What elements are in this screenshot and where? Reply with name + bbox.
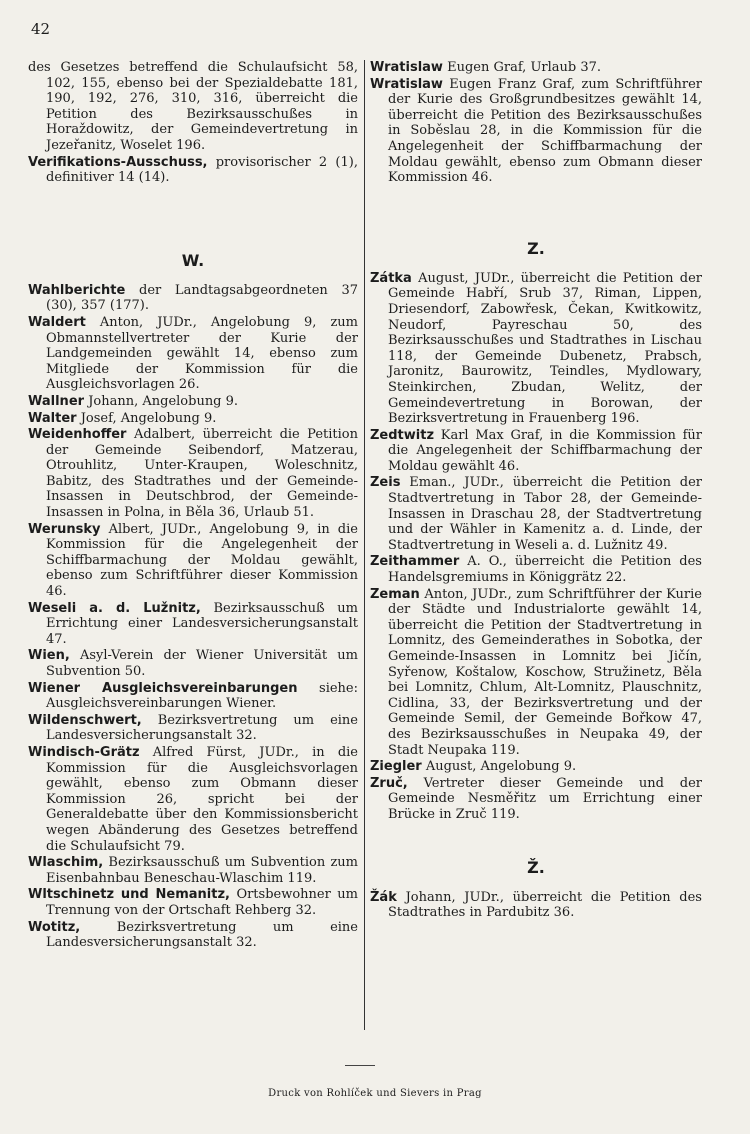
index-entry [370, 759, 702, 775]
entry-text: der Landtagsabgeordneten 37 (30), 357 (177). [46, 282, 359, 314]
entry-text: August, Angelobung 9. [425, 759, 577, 775]
entry-heading: Windisch-Grätz [28, 744, 140, 760]
entry-text: Asyl-Verein der Wiener Universität um Subvention 50. [46, 648, 358, 679]
right-top-entries [370, 60, 702, 186]
index-entry [28, 648, 358, 679]
entry-heading: Waldert [28, 314, 86, 330]
entry-heading: Wien, [28, 648, 70, 664]
index-entry [370, 554, 702, 585]
entry-heading: Zátka [370, 270, 412, 286]
index-entry [370, 475, 702, 553]
index-entry [370, 60, 702, 76]
index-entry [370, 77, 702, 186]
index-entry [28, 315, 358, 393]
entry-text: Ortsbewohner um Trennung von der Ortschaft Rehberg 32. [46, 887, 358, 918]
index-entry [370, 890, 702, 921]
entry-text: Eugen Franz Graf, zum Schriftführer der Kurie des Großgrundbesitzes gewählt 14, überreicht die Petition des Bezirksausschußes in Soběslau 28, in die Kommission für die Angelegenheit der Schiffbarmachung der Moldau gewählt, ebenso zum Obmann dieser Kommission 46. [388, 76, 702, 186]
entry-text: Albert, JUDr., Angelobung 9, in die Kommission für die Angelegenheit der Schiffbarmachung der Moldau gewählt, ebenso zum Schriftführer dieser Kommission 46. [46, 521, 358, 600]
index-entry [28, 745, 358, 854]
entry-text: des Gesetzes betreffend die Schulaufsicht 58, 102, 155, ebenso bei der Spezialdebatte 181, 190, 192, 276, 310, 316, überreicht die Petition des Bezirksausschußes in Horaždowitz, der Gemeindevertretung in Jezeřanitz, Woselet 196. [28, 60, 358, 153]
index-entry [370, 587, 702, 759]
right-column [370, 60, 702, 922]
column-divider [364, 60, 365, 1030]
entry-text: Anton, JUDr., Angelobung 9, zum Obmannstellvertreter der Kurie der Landgemeinden gewählt 14, ebenso zum Mitgliede der Kommission für die Ausgleichsvorlagen 26. [46, 314, 358, 393]
index-entry [28, 411, 358, 427]
entry-heading: Žák [370, 889, 397, 905]
index-entry [28, 427, 358, 521]
entry-text: Eman., JUDr., überreicht die Petition der Stadtvertretung in Tabor 28, der Gemeinde-Insassen in Draschau 28, der Stadtvertretung und der Wähler in Kamenitz a. d. Linde, der Stadtvertretung in Weseli a. d. Lužnitz 49. [388, 475, 702, 553]
entry-heading: Ziegler [370, 759, 422, 775]
index-entry [370, 428, 702, 475]
entry-heading: Zeithammer [370, 554, 460, 570]
entry-text: Adalbert, überreicht die Petition der Gemeinde Seibendorf, Matzerau, Otrouhlitz, Unter-Kraupen, Woleschnitz, Babitz, des Stadtrathes und der Gemeinde-Insassen in Deutschbrod, der Gemeinde-Insassen in Polna, in Běla 36, Urlaub 51. [46, 427, 359, 521]
left-column [28, 60, 358, 952]
entry-heading: Wratislaw [370, 76, 443, 92]
index-entry [28, 394, 358, 410]
entry-heading: Weseli a. d. Lužnitz, [28, 600, 201, 616]
index-entry [28, 681, 358, 712]
entry-heading: Wratislaw [370, 60, 443, 75]
w-entries [28, 283, 358, 951]
index-entry [28, 283, 358, 314]
entry-heading: Zeman [370, 586, 420, 602]
entry-heading: Verifikations-Ausschuss, [28, 154, 208, 170]
entry-heading: Wildenschwert, [28, 712, 142, 728]
entry-text: Johann, Angelobung 9. [88, 393, 239, 409]
entry-heading: Zeis [370, 475, 401, 491]
entry-heading: Wlaschim, [28, 855, 104, 871]
entry-heading: Wiener Ausgleichsvereinbarungen [28, 680, 298, 696]
entry-text: Vertreter dieser Gemeinde und der Gemeinde Nesměřitz um Errichtung einer Brücke in Zruč 119. [388, 775, 702, 822]
entry-heading: Zruč, [370, 775, 408, 791]
entry-text: Bezirksvertretung um eine Landesversicherungsanstalt 32. [46, 919, 358, 951]
entry-text: siehe: Ausgleichsvereinbarungen Wiener. [46, 680, 358, 712]
z-entries [370, 271, 702, 823]
printer-imprint: Druck von Rohlíček und Sievers in Prag [268, 1088, 482, 1099]
index-entry [370, 271, 702, 427]
index-entry [28, 155, 358, 186]
section-letter-zh: Ž. [527, 857, 545, 877]
footer-divider [345, 1065, 375, 1066]
index-entry [28, 887, 358, 918]
entry-heading: Weidenhoffer [28, 427, 127, 443]
section-letter-z: Z. [527, 238, 545, 258]
entry-text: Eugen Graf, Urlaub 37. [447, 60, 602, 75]
page-number: 42 [31, 20, 51, 38]
index-entry [28, 920, 358, 951]
index-entry [28, 601, 358, 648]
zh-entries [370, 890, 702, 921]
entry-text: Johann, JUDr., überreicht die Petition des Stadtrathes in Pardubitz 36. [388, 889, 702, 921]
entry-text: Bezirksausschuß um Subvention zum Eisenbahnbau Beneschau-Wlaschim 119. [46, 855, 358, 886]
entry-text: Karl Max Graf, in die Kommission für die Angelegenheit der Schiffbarmachung der Moldau gewählt 46. [388, 427, 702, 474]
entry-text: provisorischer 2 (1), definitiver 14 (14). [46, 154, 358, 186]
entry-text: August, JUDr., überreicht die Petition der Gemeinde Habří, Srub 37, Riman, Lippen, Driesendorf, Zabowřesk, Čekan, Kwitkowitz, Neudorf, Payreschau 50, des Bezirksausschußes und Stadtrathes in Lischau 118, der Gemeinde Dubenetz, Prabsch, Jaronitz, Baurowitz, Teindles, Mydlowary, Steinkirchen, Zbudan, Welitz, der Gemeindevertretung in Borowan, der Bezirksvertretung in Frauenberg 196. [388, 270, 702, 427]
section-letter-w: W. [181, 250, 205, 270]
entry-text: Bezirksausschuß um Errichtung einer Landesversicherungsanstalt 47. [46, 600, 358, 647]
entry-heading: Wltschinetz und Nemanitz, [28, 887, 230, 903]
entry-heading: Walter [28, 410, 77, 426]
entry-text: Bezirksvertretung um eine Landesversicherungsanstalt 32. [46, 712, 358, 744]
entry-heading: Wallner [28, 393, 85, 409]
index-entry [370, 776, 702, 823]
entry-text: Josef, Angelobung 9. [80, 410, 217, 426]
index-entry [28, 855, 358, 886]
entry-text: Anton, JUDr., zum Schriftführer der Kurie der Städte und Industrialorte gewählt 14, überreicht die Petition der Stadtvertretung in Lomnitz, des Gemeinderathes in Sobotka, der Gemeinde-Insassen in Lomnitz bei Jičín, Syřenow, Koštalow, Koschow, Stružinetz, Běla bei Lomnitz, Chlum, Alt-Lomnitz, Plauschnitz, Cidlina, 33, der Bezirksvertretung und der Gemeinde Semil, der Gemeinde Bořkow 47, des Bezirksausschußes in Neupaka 49, der Stadt Neupaka 119. [388, 586, 702, 758]
index-entry [28, 60, 358, 154]
left-top-entries [28, 60, 358, 186]
entry-heading: Werunsky [28, 521, 101, 537]
entry-text: A. O., überreicht die Petition des Handelsgremiums in Königgrätz 22. [388, 554, 702, 586]
index-entry [28, 522, 358, 600]
entry-text: Alfred Fürst, JUDr., in die Kommission für die Ausgleichsvorlagen gewählt, ebenso zum Obmann dieser Kommission 26, spricht bei der Generaldebatte über den Kommissionsbericht wegen Abänderung des Gesetzes betreffend die Schulaufsicht 79. [46, 744, 358, 854]
entry-heading: Wahlberichte [28, 282, 126, 298]
entry-heading: Zedtwitz [370, 427, 435, 443]
entry-heading: Wotitz, [28, 919, 81, 935]
index-entry [28, 713, 358, 744]
